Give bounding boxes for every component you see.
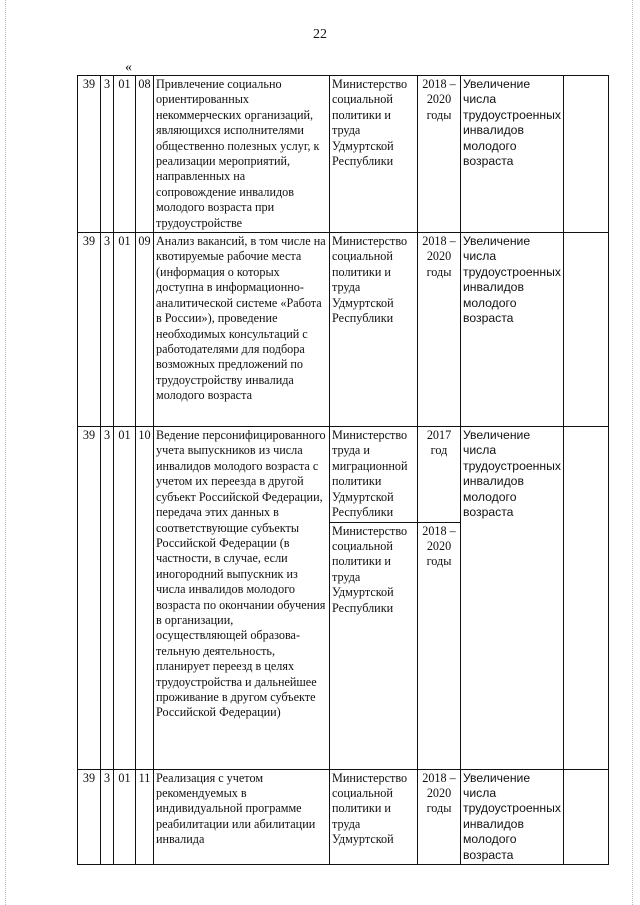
executor: Министерство социальной политики и труда Удмуртской Республики (330, 76, 418, 233)
section-code: 01 (114, 427, 136, 769)
program-code: 39 (78, 427, 101, 769)
implementation-period: 2018 – 2020 годы (418, 522, 461, 769)
executor: Министерство социальной политики и труда Удмуртской (330, 769, 418, 864)
scan-margin-left (5, 0, 6, 905)
activity-name: Реализация с учетом рекомендуемых в индивидуальной программе реабилитации или абилитации инвалида (154, 769, 330, 864)
item-code: 08 (136, 76, 154, 233)
program-code: 39 (78, 769, 101, 864)
activity-name: Привлечение социально ориентированных некоммерческих организаций, являющихся исполнителями общественно полезных услуг, к реализации мероприятий, направленных на сопровождение инвалидов молодого возраста при трудоустройстве (154, 76, 330, 233)
program-code: 39 (78, 233, 101, 427)
table-row (78, 769, 609, 864)
empty-cell (564, 427, 609, 769)
item-code: 09 (136, 233, 154, 427)
subprogram-code: 3 (101, 769, 114, 864)
program-code: 39 (78, 76, 101, 233)
activity-table (77, 75, 609, 865)
subprogram-code: 3 (101, 76, 114, 233)
expected-result: Увеличение числа трудоустроенных инвалидов молодого возраста (461, 76, 564, 233)
empty-cell (564, 233, 609, 427)
executor: Министерство социальной политики и труда Удмуртской Республики (330, 522, 418, 769)
subprogram-code: 3 (101, 427, 114, 769)
subprogram-code: 3 (101, 233, 114, 427)
table-row (78, 76, 609, 233)
expected-result: Увеличение числа трудоустроенных инвалидов молодого возраста (461, 233, 564, 427)
empty-cell (564, 76, 609, 233)
section-code: 01 (114, 769, 136, 864)
expected-result: Увеличение числа трудоустроенных инвалидов молодого возраста (461, 769, 564, 864)
scan-margin-right (632, 0, 633, 905)
activity-name: Анализ вакансий, в том числе на квотируемые рабочие места (информация о которых доступна в информационно-аналитической системе «Работа в России»), проведение необходимых консультаций с работодателями для подбора возможных предложений по трудоустройству инвалида молодого возраста (154, 233, 330, 427)
item-code: 11 (136, 769, 154, 864)
section-code: 01 (114, 233, 136, 427)
expected-result: Увеличение числа трудоустроенных инвалидов молодого возраста (461, 427, 564, 769)
implementation-period: 2017 год (418, 427, 461, 522)
table-row (78, 233, 609, 427)
executor: Министерство труда и миграционной политики Удмуртской Республики (330, 427, 418, 522)
implementation-period: 2018 – 2020 годы (418, 76, 461, 233)
implementation-period: 2018 – 2020 годы (418, 233, 461, 427)
executor: Министерство социальной политики и труда Удмуртской Республики (330, 233, 418, 427)
empty-cell (564, 769, 609, 864)
table-row (78, 427, 609, 522)
opening-quote-mark: « (125, 60, 132, 75)
activity-name: Ведение персонифицированного учета выпускников из числа инвалидов молодого возраста с учетом их переезда в другой субъект Российской Федерации, передача этих данных в соответствующие субъекты Российской Федерации (в частности, в случае, если иногородний выпускник из числа инвалидов молодого возраста по окончании обучения в организации, осуществляющей образова-тельную деятельность, планирует переезд в целях трудоустройства и дальнейшее проживание в другом субъекте Российской Федерации) (154, 427, 330, 769)
item-code: 10 (136, 427, 154, 769)
implementation-period: 2018 – 2020 годы (418, 769, 461, 864)
section-code: 01 (114, 76, 136, 233)
page-number: 22 (313, 27, 327, 42)
